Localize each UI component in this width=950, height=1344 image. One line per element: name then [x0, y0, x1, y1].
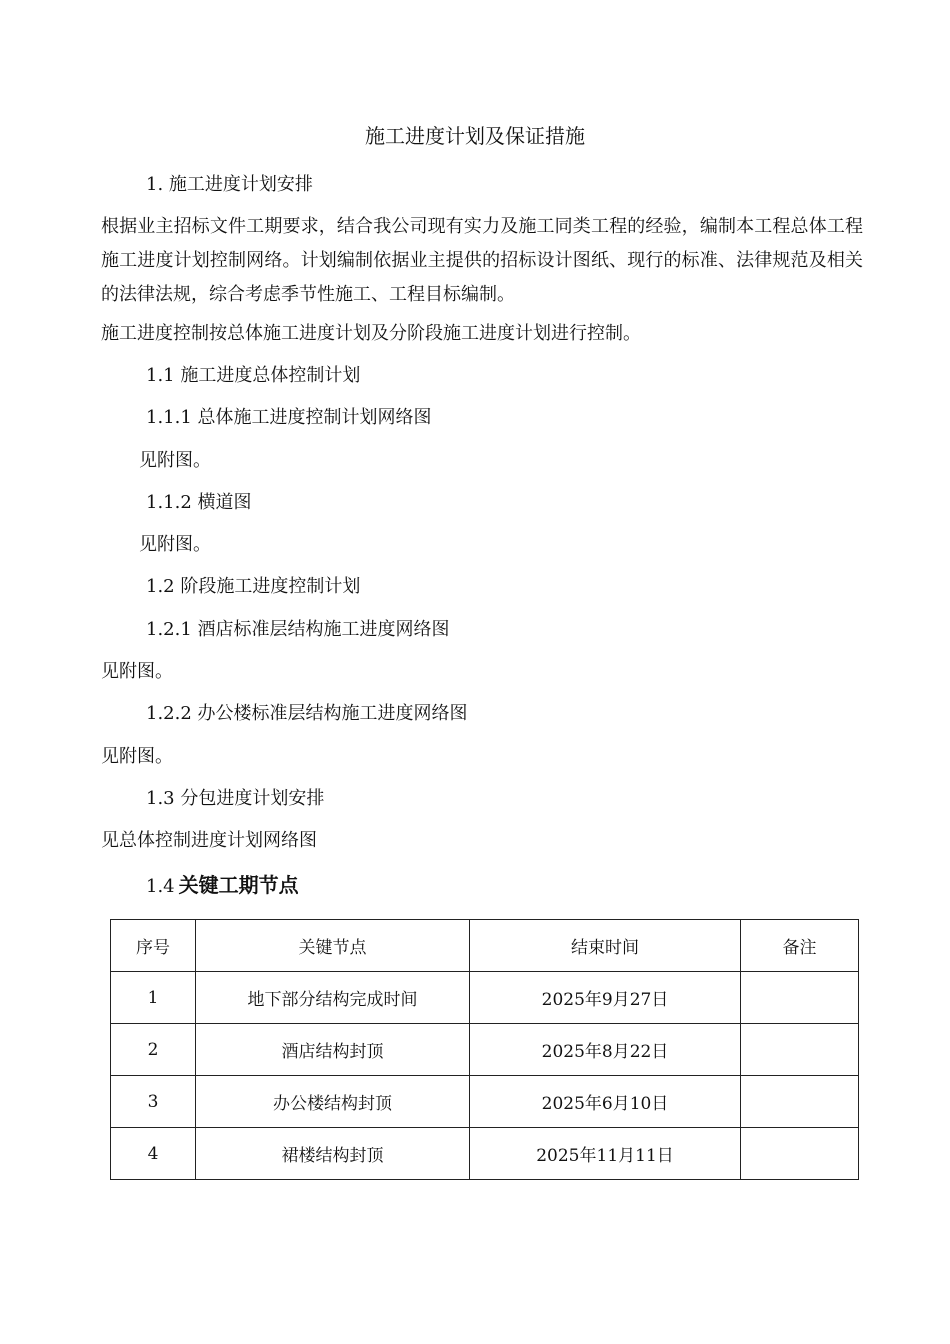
cell-milestone: 酒店结构封顶 — [196, 1024, 470, 1076]
cell-milestone: 裙楼结构封顶 — [196, 1128, 470, 1180]
table-row — [111, 1024, 859, 1076]
section-1-4-heading — [146, 873, 299, 899]
section-1-1-2-heading: 1.1.2 横道图 — [146, 492, 252, 513]
cell-end-date: 2025年11月11日 — [470, 1128, 741, 1180]
cell-end-date: 2025年6月10日 — [470, 1076, 741, 1128]
cell-milestone: 地下部分结构完成时间 — [196, 972, 470, 1024]
cell-remarks — [741, 972, 859, 1024]
section-1-4-title: 关键工期节点 — [178, 873, 299, 897]
paragraph-control: 施工进度控制按总体施工进度计划及分阶段施工进度计划进行控制。 — [101, 323, 641, 344]
see-attachment-4: 见附图。 — [101, 746, 173, 767]
section-1-1-1-heading: 1.1.1 总体施工进度控制计划网络图 — [146, 407, 432, 428]
table-header-row — [111, 920, 859, 972]
header-remarks: 备注 — [741, 920, 859, 972]
document-title: 施工进度计划及保证措施 — [365, 124, 585, 148]
cell-index: 3 — [111, 1076, 196, 1128]
table-row — [111, 1076, 859, 1128]
see-network-diagram: 见总体控制进度计划网络图 — [101, 830, 317, 851]
see-attachment-1: 见附图。 — [139, 450, 211, 471]
cell-milestone: 办公楼结构封顶 — [196, 1076, 470, 1128]
key-milestones-table — [110, 919, 859, 1180]
header-milestone: 关键节点 — [196, 920, 470, 972]
section-1-4-number: 1.4 — [146, 876, 175, 897]
header-end-date: 结束时间 — [470, 920, 741, 972]
section-1-2-heading: 1.2 阶段施工进度控制计划 — [146, 576, 361, 597]
cell-index: 2 — [111, 1024, 196, 1076]
paragraph-intro: 根据业主招标文件工期要求，结合我公司现有实力及施工同类工程的经验，编制本工程总体工程施工进度计划控制网络。计划编制依据业主提供的招标设计图纸、现行的标准、法律规范及相关的法律法规，综合考虑季节性施工、工程目标编制。 — [101, 216, 863, 305]
section-1-1-heading: 1.1 施工进度总体控制计划 — [146, 365, 361, 386]
see-attachment-2: 见附图。 — [139, 534, 211, 555]
section-1-3-heading: 1.3 分包进度计划安排 — [146, 788, 325, 809]
see-attachment-3: 见附图。 — [101, 661, 173, 682]
cell-index: 1 — [111, 972, 196, 1024]
cell-remarks — [741, 1076, 859, 1128]
section-1-2-2-heading: 1.2.2 办公楼标准层结构施工进度网络图 — [146, 703, 468, 724]
cell-remarks — [741, 1128, 859, 1180]
cell-index: 4 — [111, 1128, 196, 1180]
section-1-2-1-heading: 1.2.1 酒店标准层结构施工进度网络图 — [146, 619, 450, 640]
table-row — [111, 972, 859, 1024]
header-index: 序号 — [111, 920, 196, 972]
cell-end-date: 2025年8月22日 — [470, 1024, 741, 1076]
cell-end-date: 2025年9月27日 — [470, 972, 741, 1024]
table-row — [111, 1128, 859, 1180]
section-1-heading: 1. 施工进度计划安排 — [146, 174, 313, 195]
cell-remarks — [741, 1024, 859, 1076]
